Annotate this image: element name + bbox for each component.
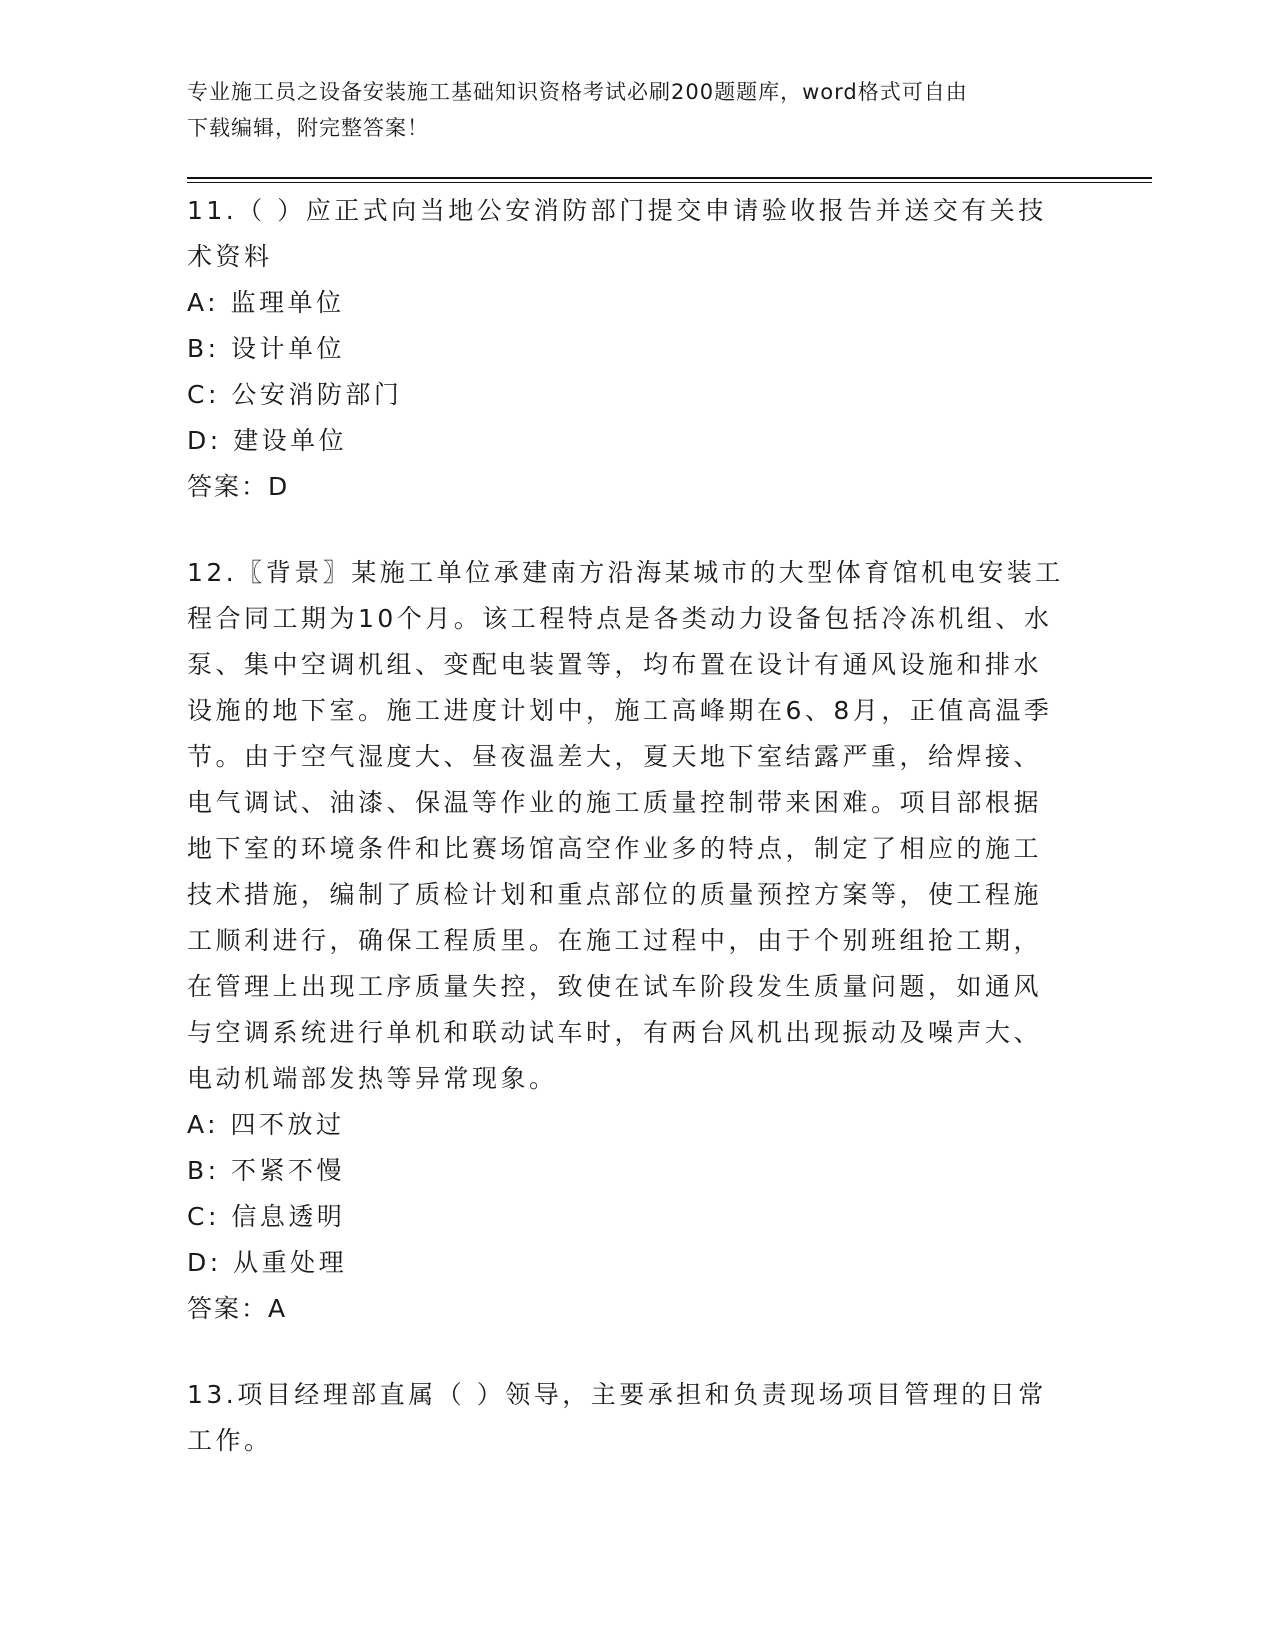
question-stem: 13.项目经理部直属（ ）领导，主要承担和负责现场项目管理的日常工作。 <box>187 1380 1047 1455</box>
question-list <box>187 188 1067 1464</box>
question-13 <box>187 1372 1067 1464</box>
header-line-2: 下载编辑，附完整答案！ <box>187 116 429 140</box>
option-b: B: 不紧不慢 <box>187 1156 346 1185</box>
header-line-1: 专业施工员之设备安装施工基础知识资格考试必刷200题题库，word格式可自由 <box>187 80 968 104</box>
header-divider-thick <box>187 177 1152 179</box>
option-c: C: 公安消防部门 <box>187 380 403 409</box>
option-c: C: 信息透明 <box>187 1202 346 1231</box>
option-b: B: 设计单位 <box>187 334 346 363</box>
option-d: D: 建设单位 <box>187 426 348 455</box>
question-stem: 11.（ ）应正式向当地公安消防部门提交申请验收报告并送交有关技术资料 <box>187 196 1047 271</box>
answer: 答案：A <box>187 1294 288 1323</box>
document-header <box>187 74 1067 146</box>
option-a: A: 四不放过 <box>187 1110 345 1139</box>
question-stem: 12.〖背景〗某施工单位承建南方沿海某城市的大型体育馆机电安装工程合同工期为10个月。该工程特点是各类动力设备包括冷冻机组、水泵、集中空调机组、变配电装置等，均布置在设计有通风设施和排水设施的地下室。施工进度计划中，施工高峰期在6、8月，正值高温季节。由于空气湿度大、昼夜温差大，夏天地下室结露严重，给焊接、电气调试、油漆、保温等作业的施工质量控制带来困难。项目部根据地下室的环境条件和比赛场馆高空作业多的特点，制定了相应的施工技术措施，编制了质检计划和重点部位的质量预控方案等，使工程施工顺利进行，确保工程质里。在施工过程中，由于个别班组抢工期，在管理上出现工序质量失控，致使在试车阶段发生质量问题，如通风与空调系统进行单机和联动试车时，有两台风机出现振动及噪声大、电动机端部发热等异常现象。 <box>187 558 1064 1093</box>
question-12 <box>187 550 1067 1332</box>
question-11 <box>187 188 1067 510</box>
answer: 答案：D <box>187 472 290 501</box>
option-d: D: 从重处理 <box>187 1248 348 1277</box>
header-divider-thin <box>187 182 1152 183</box>
option-a: A: 监理单位 <box>187 288 345 317</box>
